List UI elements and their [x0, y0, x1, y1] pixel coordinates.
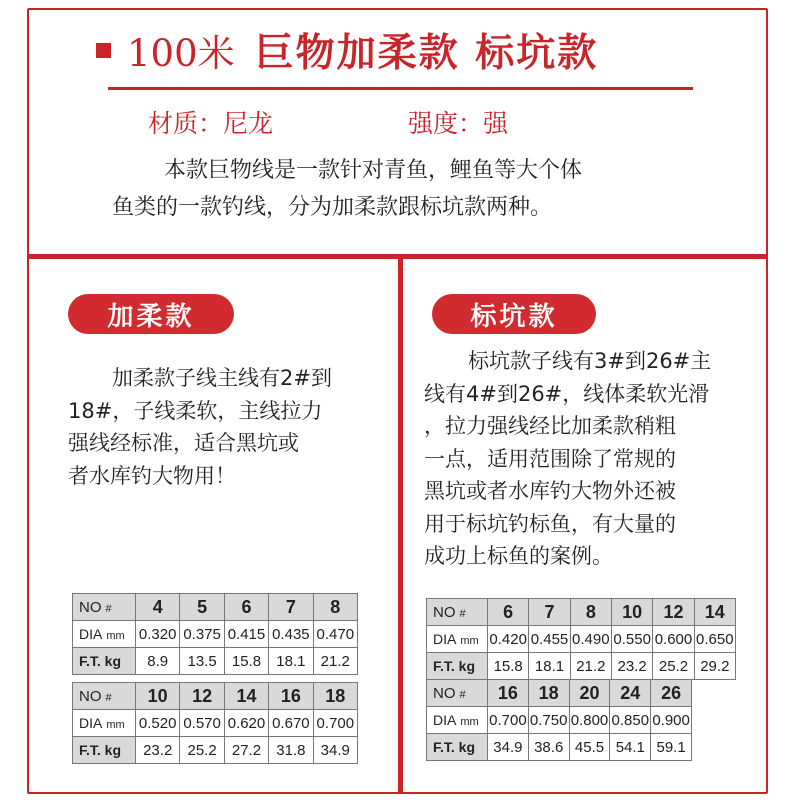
desc-line: 线有4#到26#，线体柔软光滑	[424, 381, 710, 406]
table-cell: 0.800	[569, 707, 610, 734]
standard-type-badge: 标坑款	[432, 294, 596, 334]
table-cell: 0.900	[651, 707, 692, 734]
intro-line: 鱼类的一款钓线，分为加柔款跟标坑款两种。	[112, 195, 553, 220]
table-cell: 20	[569, 680, 610, 707]
table-cell: 10	[136, 683, 180, 710]
standard-spec-table-1	[426, 598, 736, 680]
vertical-divider	[398, 259, 403, 794]
table-cell: 8.9	[136, 648, 180, 675]
table-cell: 29.2	[694, 653, 735, 680]
table-cell: 0.455	[529, 626, 570, 653]
table-row	[427, 707, 692, 734]
table-cell: 0.320	[136, 621, 180, 648]
table-cell: 5	[180, 594, 224, 621]
soft-spec-table-2	[72, 682, 358, 764]
table-cell: 0.650	[694, 626, 735, 653]
no-header: NO #	[73, 594, 136, 621]
no-header: NO #	[427, 599, 488, 626]
table-cell: 0.435	[269, 621, 313, 648]
desc-line: 强线经标准，适合黑坑或	[68, 431, 299, 455]
desc-line: 成功上标鱼的案例。	[424, 544, 613, 568]
table-cell: 38.6	[528, 734, 569, 761]
desc-line: 黑坑或者水库钓大物外还被	[424, 479, 676, 503]
standard-type-description	[424, 345, 769, 573]
table-cell: 15.8	[224, 648, 268, 675]
table-cell: 0.600	[653, 626, 694, 653]
table-cell: 0.570	[180, 710, 224, 737]
table-cell: 12	[180, 683, 224, 710]
ft-header: F.T. kg	[73, 648, 136, 675]
table-cell: 23.2	[611, 653, 652, 680]
table-cell: 0.700	[313, 710, 357, 737]
table-cell: 14	[694, 599, 735, 626]
table-cell: 54.1	[610, 734, 651, 761]
table-row	[427, 599, 736, 626]
table-cell: 31.8	[269, 737, 313, 764]
table-row	[73, 594, 358, 621]
table-cell: 7	[529, 599, 570, 626]
table-cell: 12	[653, 599, 694, 626]
ft-header: F.T. kg	[427, 653, 488, 680]
dia-header: DIA mm	[427, 626, 488, 653]
table-cell: 34.9	[313, 737, 357, 764]
material-spec: 材质：尼龙	[148, 109, 274, 138]
table-cell: 13.5	[180, 648, 224, 675]
table-row	[427, 653, 736, 680]
soft-type-description	[68, 362, 388, 492]
table-cell: 0.415	[224, 621, 268, 648]
table-row	[73, 683, 358, 710]
table-cell: 18	[313, 683, 357, 710]
table-cell: 18.1	[529, 653, 570, 680]
table-cell: 18.1	[269, 648, 313, 675]
desc-line: 18#，子线柔软，主线拉力	[68, 398, 323, 423]
table-cell: 14	[224, 683, 268, 710]
intro-line: 本款巨物线是一款针对青鱼，鲤鱼等大个体	[164, 158, 583, 183]
intro-text	[112, 152, 712, 226]
table-cell: 8	[313, 594, 357, 621]
desc-line: 加柔款子线主线有2#到	[112, 366, 332, 390]
dia-header: DIA mm	[73, 710, 136, 737]
table-cell: 0.490	[570, 626, 611, 653]
table-cell: 27.2	[224, 737, 268, 764]
desc-line: ，拉力强线经比加柔款稍粗	[424, 414, 676, 438]
desc-line: 标坑款子线有3#到26#主	[468, 349, 712, 373]
soft-type-badge: 加柔款	[68, 294, 234, 334]
table-cell: 25.2	[180, 737, 224, 764]
table-cell: 23.2	[136, 737, 180, 764]
table-cell: 15.8	[488, 653, 529, 680]
table-cell: 24	[610, 680, 651, 707]
table-row	[427, 680, 692, 707]
table-cell: 21.2	[313, 648, 357, 675]
desc-line: 一点，适用范围除了常规的	[424, 446, 676, 471]
table-cell: 25.2	[653, 653, 694, 680]
table-cell: 0.375	[180, 621, 224, 648]
dia-header: DIA mm	[73, 621, 136, 648]
table-cell: 4	[136, 594, 180, 621]
table-row	[73, 737, 358, 764]
table-cell: 21.2	[570, 653, 611, 680]
table-cell: 34.9	[488, 734, 529, 761]
table-row	[427, 626, 736, 653]
table-cell: 0.850	[610, 707, 651, 734]
table-cell: 0.750	[528, 707, 569, 734]
table-cell: 16	[269, 683, 313, 710]
page-title	[96, 22, 598, 78]
soft-spec-table-1	[72, 593, 358, 675]
table-row	[427, 734, 692, 761]
table-cell: 6	[224, 594, 268, 621]
table-cell: 0.420	[488, 626, 529, 653]
table-cell: 0.700	[488, 707, 529, 734]
table-row	[73, 710, 358, 737]
table-row	[73, 621, 358, 648]
dia-header: DIA mm	[427, 707, 488, 734]
no-header: NO #	[73, 683, 136, 710]
table-row	[73, 648, 358, 675]
table-cell: 6	[488, 599, 529, 626]
table-cell: 0.620	[224, 710, 268, 737]
desc-line: 用于标坑钓标鱼，有大量的	[424, 511, 676, 536]
title-length: 100米	[127, 32, 235, 75]
ft-header: F.T. kg	[427, 734, 488, 761]
table-cell: 26	[651, 680, 692, 707]
table-cell: 59.1	[651, 734, 692, 761]
table-cell: 18	[528, 680, 569, 707]
ft-header: F.T. kg	[73, 737, 136, 764]
table-cell: 10	[611, 599, 652, 626]
table-cell: 8	[570, 599, 611, 626]
title-main: 巨物加柔款 标坑款	[254, 31, 599, 76]
no-header: NO #	[427, 680, 488, 707]
square-bullet-icon	[96, 43, 111, 58]
standard-spec-table-2	[426, 679, 692, 761]
title-underline	[108, 87, 693, 90]
table-cell: 16	[488, 680, 529, 707]
table-cell: 0.550	[611, 626, 652, 653]
table-cell: 0.670	[269, 710, 313, 737]
table-cell: 7	[269, 594, 313, 621]
desc-line: 者水库钓大物用！	[68, 463, 236, 488]
strength-spec: 强度：强	[408, 109, 509, 138]
table-cell: 45.5	[569, 734, 610, 761]
table-cell: 0.520	[136, 710, 180, 737]
table-cell: 0.470	[313, 621, 357, 648]
